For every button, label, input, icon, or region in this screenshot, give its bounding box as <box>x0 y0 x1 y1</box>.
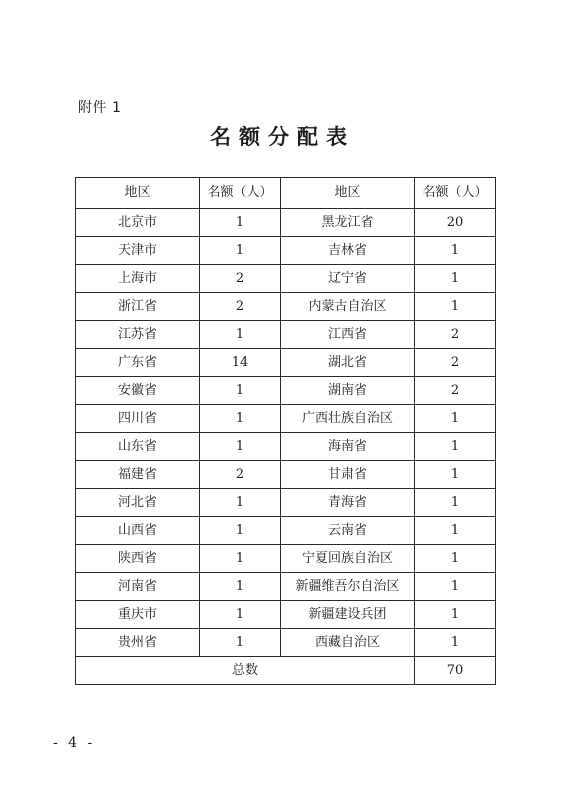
region-left-cell: 浙江省 <box>76 293 200 321</box>
region-left-cell: 江苏省 <box>76 321 200 349</box>
page-number: - 4 - <box>53 735 96 751</box>
region-left-cell: 广东省 <box>76 349 200 377</box>
page-title: 名额分配表 <box>210 124 355 149</box>
quota-right-cell: 1 <box>415 601 496 629</box>
region-left-cell: 安徽省 <box>76 377 200 405</box>
quota-right-cell: 1 <box>415 433 496 461</box>
quota-right-cell: 1 <box>415 237 496 265</box>
quota-left-cell: 1 <box>200 433 281 461</box>
table-row <box>76 489 496 517</box>
attachment-label: 附件 1 <box>78 100 122 116</box>
region-left-cell: 河北省 <box>76 489 200 517</box>
table-row <box>76 461 496 489</box>
region-left-cell: 山西省 <box>76 517 200 545</box>
region-left-cell: 贵州省 <box>76 629 200 657</box>
quota-left-cell: 2 <box>200 293 281 321</box>
quota-table <box>75 177 496 685</box>
table-body <box>76 209 496 657</box>
header-region-left: 地区 <box>76 178 200 209</box>
region-right-cell: 湖北省 <box>281 349 415 377</box>
region-right-cell: 黑龙江省 <box>281 209 415 237</box>
quota-right-cell: 20 <box>415 209 496 237</box>
quota-left-cell: 1 <box>200 545 281 573</box>
quota-right-cell: 1 <box>415 293 496 321</box>
region-right-cell: 广西壮族自治区 <box>281 405 415 433</box>
region-right-cell: 甘肃省 <box>281 461 415 489</box>
region-right-cell: 江西省 <box>281 321 415 349</box>
region-left-cell: 北京市 <box>76 209 200 237</box>
quota-right-cell: 2 <box>415 349 496 377</box>
quota-right-cell: 1 <box>415 573 496 601</box>
total-row <box>76 657 496 685</box>
quota-left-cell: 1 <box>200 321 281 349</box>
region-left-cell: 四川省 <box>76 405 200 433</box>
quota-left-cell: 1 <box>200 517 281 545</box>
quota-left-cell: 1 <box>200 237 281 265</box>
region-right-cell: 西藏自治区 <box>281 629 415 657</box>
quota-left-cell: 1 <box>200 405 281 433</box>
table-row <box>76 293 496 321</box>
region-left-cell: 山东省 <box>76 433 200 461</box>
quota-right-cell: 1 <box>415 405 496 433</box>
table-row <box>76 237 496 265</box>
quota-left-cell: 1 <box>200 629 281 657</box>
table-row <box>76 265 496 293</box>
quota-right-cell: 1 <box>415 545 496 573</box>
header-region-right: 地区 <box>281 178 415 209</box>
total-label: 总数 <box>76 657 415 685</box>
quota-left-cell: 1 <box>200 573 281 601</box>
table-row <box>76 629 496 657</box>
quota-left-cell: 2 <box>200 265 281 293</box>
table-row <box>76 601 496 629</box>
quota-left-cell: 1 <box>200 489 281 517</box>
region-right-cell: 青海省 <box>281 489 415 517</box>
quota-right-cell: 1 <box>415 265 496 293</box>
region-right-cell: 新疆维吾尔自治区 <box>281 573 415 601</box>
quota-right-cell: 1 <box>415 461 496 489</box>
table-row <box>76 321 496 349</box>
quota-left-cell: 14 <box>200 349 281 377</box>
region-left-cell: 陕西省 <box>76 545 200 573</box>
quota-left-cell: 1 <box>200 601 281 629</box>
region-right-cell: 吉林省 <box>281 237 415 265</box>
table-header-row <box>76 178 496 209</box>
quota-right-cell: 1 <box>415 489 496 517</box>
quota-right-cell: 1 <box>415 517 496 545</box>
region-right-cell: 海南省 <box>281 433 415 461</box>
table-row <box>76 433 496 461</box>
quota-right-cell: 1 <box>415 629 496 657</box>
region-right-cell: 湖南省 <box>281 377 415 405</box>
region-right-cell: 辽宁省 <box>281 265 415 293</box>
quota-right-cell: 2 <box>415 377 496 405</box>
region-left-cell: 河南省 <box>76 573 200 601</box>
region-left-cell: 重庆市 <box>76 601 200 629</box>
header-quota-left: 名额（人） <box>200 178 281 209</box>
quota-left-cell: 1 <box>200 377 281 405</box>
table-row <box>76 545 496 573</box>
quota-left-cell: 2 <box>200 461 281 489</box>
header-quota-right: 名额（人） <box>415 178 496 209</box>
table-row <box>76 209 496 237</box>
table-row <box>76 405 496 433</box>
region-left-cell: 天津市 <box>76 237 200 265</box>
region-right-cell: 新疆建设兵团 <box>281 601 415 629</box>
region-left-cell: 上海市 <box>76 265 200 293</box>
region-right-cell: 内蒙古自治区 <box>281 293 415 321</box>
region-left-cell: 福建省 <box>76 461 200 489</box>
table-row <box>76 517 496 545</box>
quota-left-cell: 1 <box>200 209 281 237</box>
region-right-cell: 云南省 <box>281 517 415 545</box>
total-value: 70 <box>415 657 496 685</box>
quota-right-cell: 2 <box>415 321 496 349</box>
table-row <box>76 377 496 405</box>
table-row <box>76 573 496 601</box>
region-right-cell: 宁夏回族自治区 <box>281 545 415 573</box>
table-row <box>76 349 496 377</box>
